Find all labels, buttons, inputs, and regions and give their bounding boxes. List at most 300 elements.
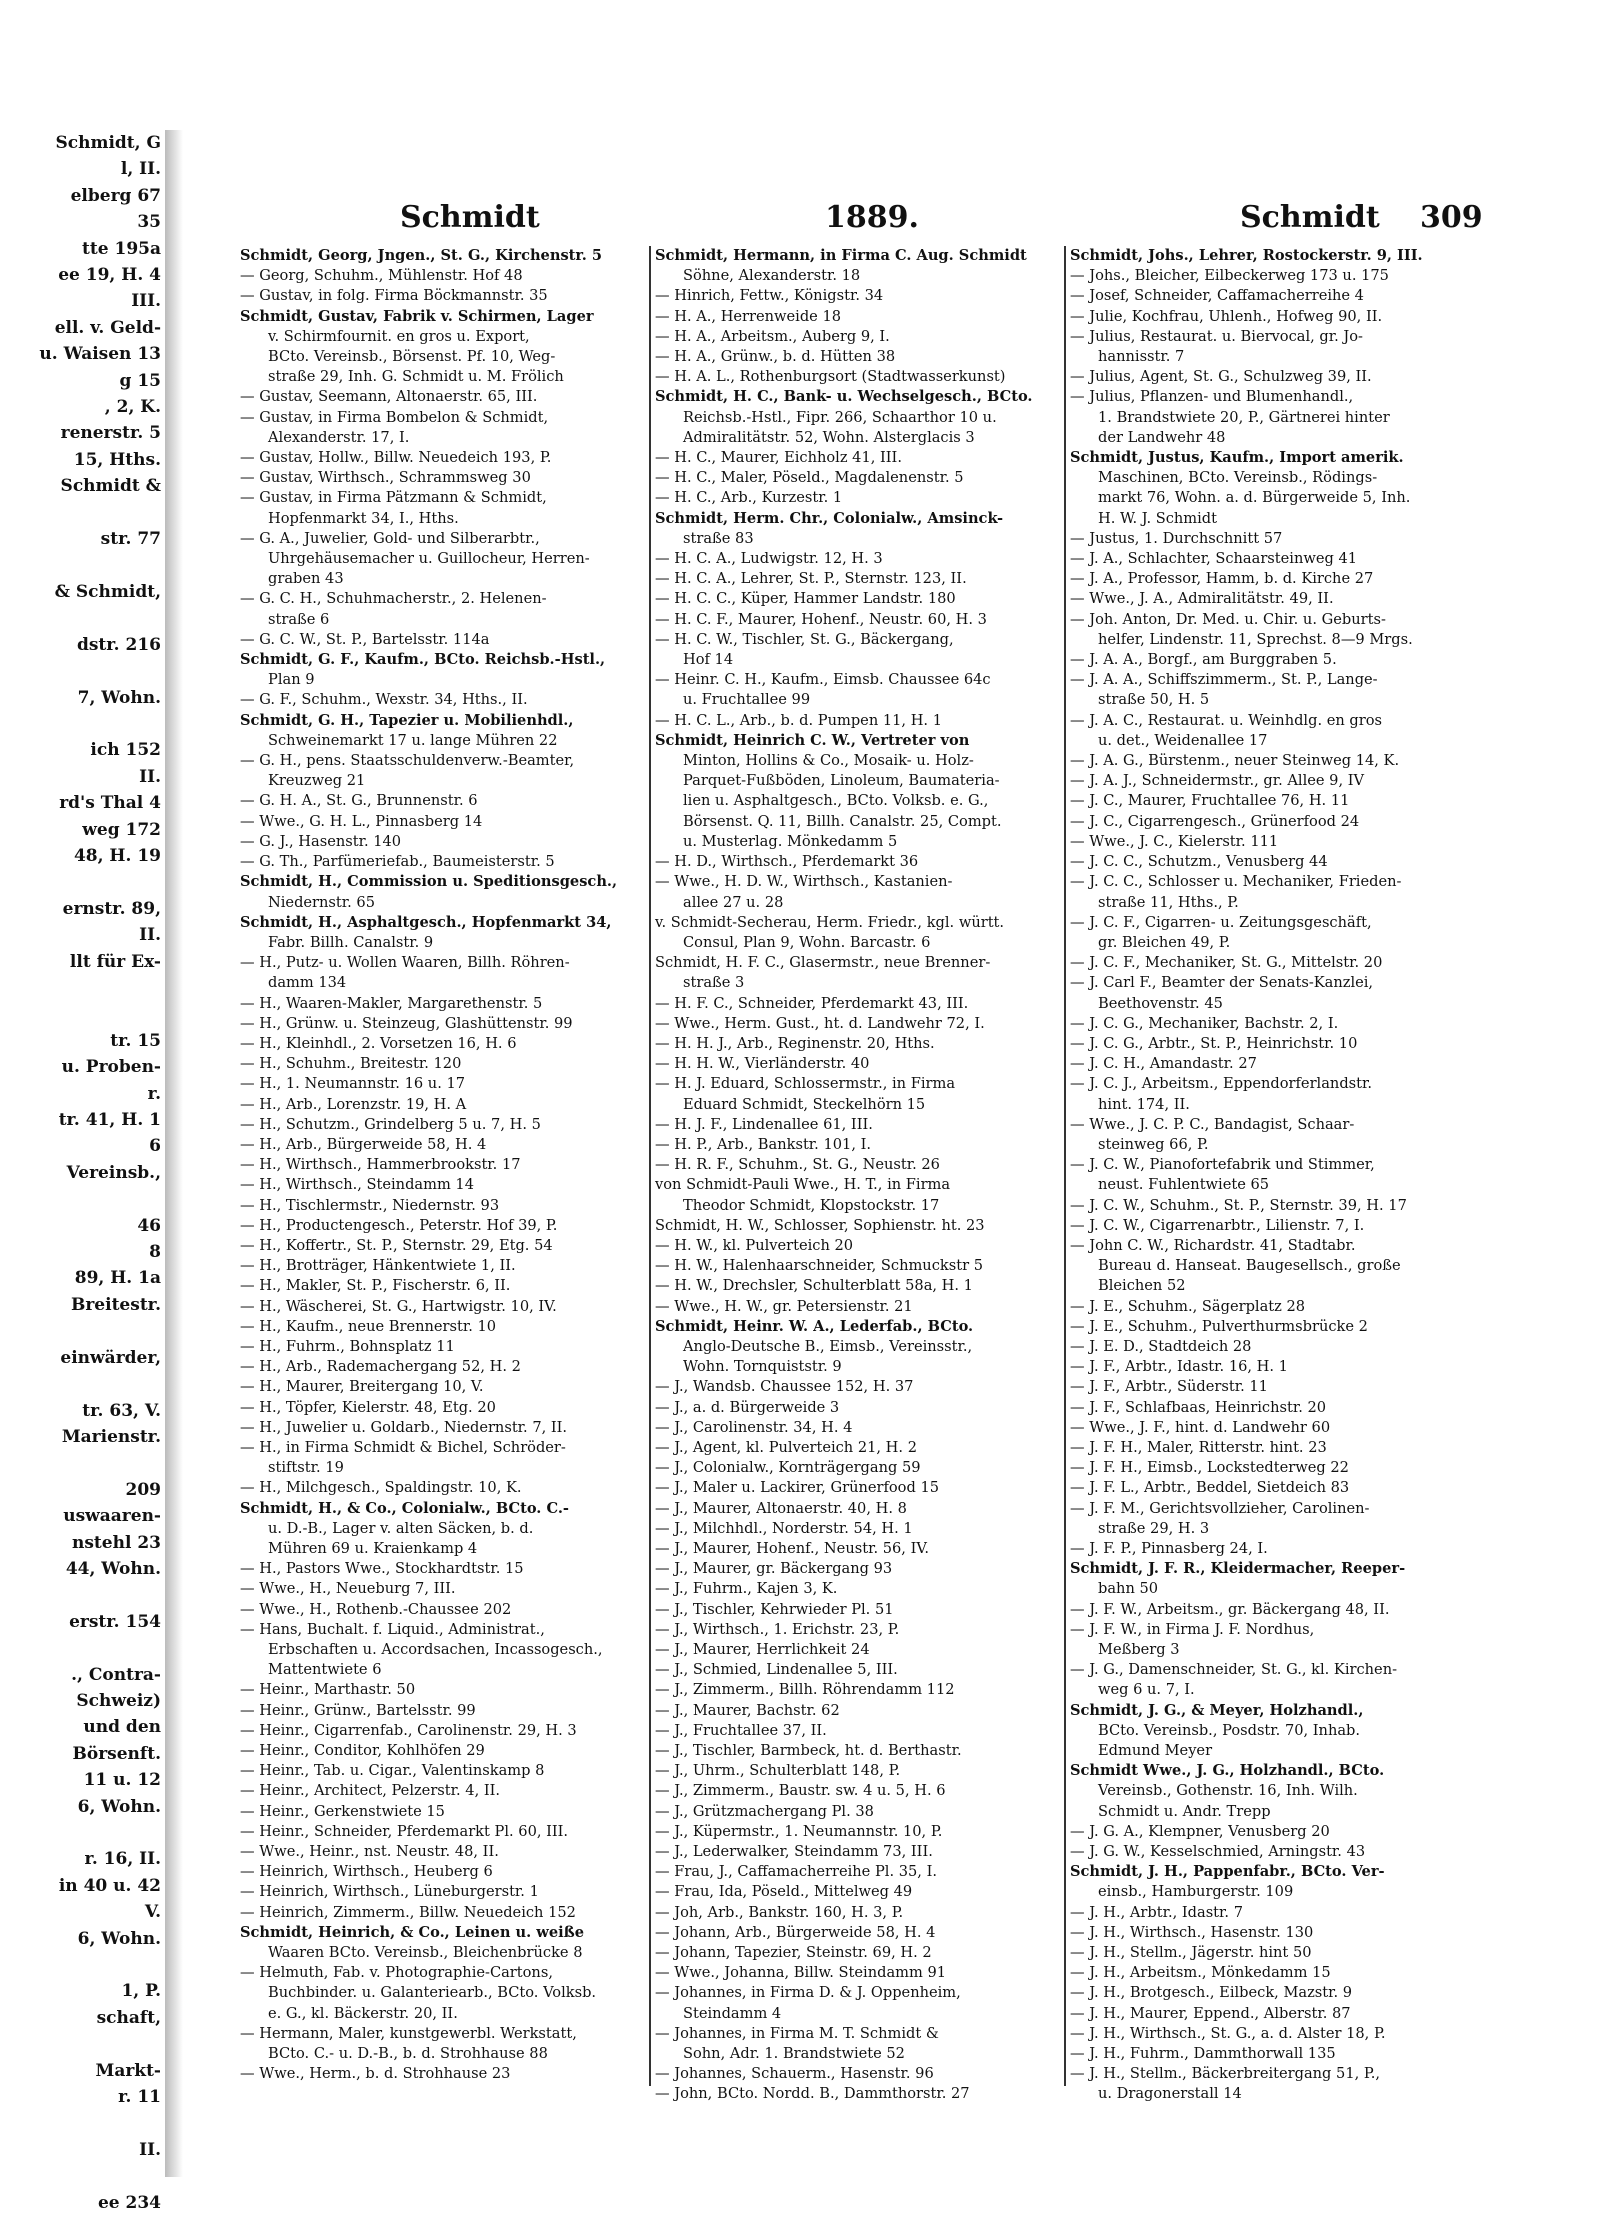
directory-entry: — Heinr., Architect, Pelzerstr. 4, II. <box>240 1782 501 1800</box>
left-fragment-line: llt für Ex- <box>69 951 161 972</box>
directory-entry: — Heinr., Gerkenstwiete 15 <box>240 1802 445 1820</box>
directory-entry: — J. G. A., Klempner, Venusberg 20 <box>1070 1822 1330 1840</box>
directory-entry: — John, BCto. Nordd. B., Dammthorstr. 27 <box>655 2085 970 2103</box>
directory-entry: v. Schirmfournit. en gros u. Export, <box>268 327 530 345</box>
directory-entry: — J. F. W., Arbeitsm., gr. Bäckergang 48, II. <box>1070 1600 1390 1618</box>
left-fragment-line <box>0 1820 165 1846</box>
directory-entry: — J. H., Wirthsch., Hasenstr. 130 <box>1070 1923 1314 1941</box>
left-fragment-line: ., Contra- <box>71 1664 161 1685</box>
directory-entry: Mühren 69 u. Kraienkamp 4 <box>268 1540 478 1557</box>
directory-entry: — Gustav, in Firma Pätzmann & Schmidt, <box>240 489 547 507</box>
column-rule <box>649 246 651 2086</box>
directory-entry: — H., Fuhrm., Bohnsplatz 11 <box>240 1337 455 1355</box>
left-fragment-line: & Schmidt, <box>54 581 161 602</box>
directory-entry: Schmidt, Hermann, in Firma C. Aug. Schmidt <box>655 247 1027 264</box>
directory-entry: — J. H., Brotgesch., Eilbeck, Mazstr. 9 <box>1070 1984 1353 2002</box>
directory-entry: Eduard Schmidt, Steckelhörn 15 <box>683 1095 926 1113</box>
directory-entry: — H. C. W., Tischler, St. G., Bäckergang, <box>655 630 954 648</box>
left-fragment-line <box>0 2031 165 2057</box>
directory-entry: — J., Colonialw., Kornträgergang 59 <box>655 1459 921 1477</box>
directory-entry: Schmidt, H., Asphaltgesch., Hopfenmarkt 34, <box>240 913 612 931</box>
running-head-year: 1889. <box>825 200 919 235</box>
left-fragment-line <box>0 658 165 684</box>
directory-entry: — Wwe., Herm., b. d. Strohhause 23 <box>240 2065 511 2083</box>
directory-entry: — Wwe., H. W., gr. Petersienstr. 21 <box>655 1297 913 1315</box>
directory-entry: — J. C. C., Schlosser u. Mechaniker, Frieden- <box>1070 873 1402 891</box>
directory-entry: — G. H. A., St. G., Brunnenstr. 6 <box>240 792 478 810</box>
left-fragment-line: V. <box>144 1902 161 1923</box>
directory-entry: u. Musterlag. Mönkedamm 5 <box>683 832 898 850</box>
directory-entry: — Wwe., H., Neueburg 7, III. <box>240 1580 456 1598</box>
left-fragment-line <box>0 1371 165 1397</box>
directory-entry: — Heinr., Grünw., Bartelsstr. 99 <box>240 1701 476 1719</box>
directory-entry: — G. Th., Parfümeriefab., Baumeisterstr. 5 <box>240 853 555 871</box>
directory-entry: Plan 9 <box>268 671 315 689</box>
directory-entry: — J. F. W., in Firma J. F. Nordhus, <box>1070 1620 1315 1638</box>
directory-entry: straße 6 <box>268 610 330 628</box>
directory-entry: der Landwehr 48 <box>1098 428 1226 446</box>
directory-entry: — J., Maurer, gr. Bäckergang 93 <box>655 1560 893 1578</box>
directory-entry: — H. H. W., Vierländerstr. 40 <box>655 1055 870 1073</box>
directory-entry: BCto. C.- u. D.-B., b. d. Strohhause 88 <box>268 2045 548 2063</box>
directory-entry: — J. H., Arbtr., Idastr. 7 <box>1070 1903 1243 1921</box>
directory-entry: straße 29, H. 3 <box>1098 1519 1210 1537</box>
directory-entry: — J. E. D., Stadtdeich 28 <box>1070 1337 1252 1355</box>
left-fragment-line: 44, Wohn. <box>65 1558 161 1579</box>
directory-entry: — J. C. W., Schuhm., St. P., Sternstr. 39, H. 17 <box>1070 1196 1407 1214</box>
directory-entry: Uhrgehäusemacher u. Guillocheur, Herren- <box>268 550 590 568</box>
directory-entry: markt 76, Wohn. a. d. Bürgerweide 5, Inh. <box>1098 489 1411 507</box>
left-fragment-line: l, II. <box>120 159 161 180</box>
directory-entry: — Heinrich, Wirthsch., Heuberg 6 <box>240 1863 493 1881</box>
directory-entry: — H., Wirthsch., Steindamm 14 <box>240 1176 474 1194</box>
directory-entry: — H., Waaren-Makler, Margarethenstr. 5 <box>240 994 543 1012</box>
left-fragment-line: 11 u. 12 <box>83 1770 161 1791</box>
directory-entry: — J. C. G., Mechaniker, Bachstr. 2, I. <box>1070 1014 1339 1032</box>
left-fragment-line: Schmidt & <box>60 476 161 497</box>
column-2 <box>655 246 1060 2103</box>
left-fragment-line: ee 19, H. 4 <box>58 265 161 286</box>
directory-entry: — Johann, Arb., Bürgerweide 58, H. 4 <box>655 1923 936 1941</box>
directory-entry: BCto. Vereinsb., Posdstr. 70, Inhab. <box>1098 1721 1361 1739</box>
column-1 <box>240 246 645 2086</box>
directory-entry: — Joh. Anton, Dr. Med. u. Chir. u. Geburts- <box>1070 610 1386 628</box>
directory-entry: Bureau d. Hanseat. Baugesellsch., große <box>1098 1257 1401 1275</box>
left-fragment-line <box>0 1952 165 1978</box>
directory-entry: — Wwe., J. C., Kielerstr. 111 <box>1070 832 1279 850</box>
left-fragment-line <box>0 553 165 579</box>
directory-entry: — H. C., Maler, Pöseld., Magdalenenstr. 5 <box>655 469 964 487</box>
directory-entry: Reichsb.-Hstl., Fipr. 266, Schaarthor 10 u. <box>683 408 997 426</box>
directory-entry: — Johannes, in Firma D. & J. Oppenheim, <box>655 1984 961 2002</box>
directory-entry: Schmidt Wwe., J. G., Holzhandl., BCto. <box>1070 1762 1385 1780</box>
directory-entry: — Johannes, Schauerm., Hasenstr. 96 <box>655 2065 934 2083</box>
directory-entry: Schmidt, G. F., Kaufm., BCto. Reichsb.-Hstl., <box>240 651 606 669</box>
left-fragment-line: und den <box>83 1717 161 1738</box>
left-fragment-line: dstr. 216 <box>76 634 161 655</box>
directory-entry: — G. J., Hasenstr. 140 <box>240 832 402 850</box>
directory-entry: Alexanderstr. 17, I. <box>268 428 410 446</box>
directory-entry: Hof 14 <box>683 651 734 669</box>
left-fragment-line: u. Waisen 13 <box>39 344 161 365</box>
directory-entry: Consul, Plan 9, Wohn. Barcastr. 6 <box>683 933 931 951</box>
left-fragment-line <box>0 1582 165 1608</box>
directory-entry: — J. F. H., Eimsb., Lockstedterweg 22 <box>1070 1459 1349 1477</box>
directory-entry: — J., Tischler, Barmbeck, ht. d. Berthastr. <box>655 1742 962 1760</box>
directory-entry: straße 3 <box>683 974 745 992</box>
directory-entry: von Schmidt-Pauli Wwe., H. T., in Firma <box>655 1176 951 1194</box>
left-fragment-line: 6, Wohn. <box>77 1928 161 1949</box>
directory-entry: Meßberg 3 <box>1098 1641 1180 1659</box>
directory-entry: — J., Grützmachergang Pl. 38 <box>655 1802 874 1820</box>
directory-entry: helfer, Lindenstr. 11, Sprechst. 8—9 Mrgs. <box>1098 630 1413 648</box>
directory-entry: — J., Uhrm., Schulterblatt 148, P. <box>655 1762 901 1780</box>
directory-entry: — Johannes, in Firma M. T. Schmidt & <box>655 2024 939 2042</box>
directory-entry: — J. C. C., Schutzm., Venusberg 44 <box>1070 853 1328 871</box>
directory-entry: — H., Schuhm., Breitestr. 120 <box>240 1055 462 1073</box>
directory-entry: — J. A., Schlachter, Schaarsteinweg 41 <box>1070 550 1358 568</box>
directory-entry: — Heinr., Marthastr. 50 <box>240 1681 416 1699</box>
directory-entry: — J. A. A., Borgf., am Burggraben 5. <box>1070 651 1337 669</box>
directory-entry: Buchbinder. u. Galanteriearb., BCto. Volksb. <box>268 1984 597 2002</box>
directory-entry: Anglo-Deutsche B., Eimsb., Vereinsstr., <box>683 1337 973 1355</box>
directory-columns <box>240 246 1470 2103</box>
left-fragment-line: 209 <box>125 1479 161 1500</box>
directory-entry: straße 29, Inh. G. Schmidt u. M. Frölich <box>268 368 564 386</box>
directory-entry: damm 134 <box>268 974 347 992</box>
directory-entry: — J. F., Arbtr., Idastr. 16, H. 1 <box>1070 1358 1288 1376</box>
left-fragment-line <box>0 975 165 1001</box>
left-fragment-line: tr. 41, H. 1 <box>58 1110 161 1131</box>
directory-entry: — H., Kleinhdl., 2. Vorsetzen 16, H. 6 <box>240 1034 517 1052</box>
page-number: 309 <box>1420 200 1483 235</box>
directory-entry: — J. F., Schlafbaas, Heinrichstr. 20 <box>1070 1398 1327 1416</box>
directory-entry: — J. F. P., Pinnasberg 24, I. <box>1070 1540 1268 1557</box>
directory-entry: — J., Fuhrm., Kajen 3, K. <box>655 1580 838 1598</box>
directory-entry: — Hinrich, Fettw., Königstr. 34 <box>655 287 884 305</box>
directory-entry: — H., in Firma Schmidt & Bichel, Schröder- <box>240 1438 566 1456</box>
directory-entry: — J. A. C., Restaurat. u. Weinhdlg. en gros <box>1070 711 1382 729</box>
left-fragment-line <box>0 2163 165 2189</box>
directory-entry: — Justus, 1. Durchschnitt 57 <box>1070 529 1283 547</box>
directory-entry: steinweg 66, P. <box>1098 1135 1209 1153</box>
left-fragment-line: r. <box>147 1083 161 1104</box>
book-gutter <box>165 130 183 2177</box>
directory-entry: — H., Arb., Bürgerweide 58, H. 4 <box>240 1135 487 1153</box>
directory-entry: Schmidt, H. W., Schlosser, Sophienstr. ht. 23 <box>655 1216 985 1234</box>
directory-entry: Söhne, Alexanderstr. 18 <box>683 267 861 285</box>
directory-entry: — Wwe., H. D. W., Wirthsch., Kastanien- <box>655 873 953 891</box>
directory-entry: e. G., kl. Bäckerstr. 20, II. <box>268 2004 458 2022</box>
left-fragment-line: Breitestr. <box>70 1294 161 1315</box>
left-fragment-line: 48, H. 19 <box>73 845 161 866</box>
left-fragment-line: 15, Hths. <box>73 449 161 470</box>
directory-entry: — H. A., Herrenweide 18 <box>655 307 842 325</box>
left-fragment-line: Marienstr. <box>61 1426 161 1447</box>
directory-entry: — H. R. F., Schuhm., St. G., Neustr. 26 <box>655 1156 940 1174</box>
directory-entry: Schmidt, Gustav, Fabrik v. Schirmen, Lager <box>240 307 594 325</box>
directory-entry: hannisstr. 7 <box>1098 348 1185 366</box>
directory-entry: — H. D., Wirthsch., Pferdemarkt 36 <box>655 853 919 871</box>
left-fragment-line: elberg 67 <box>70 185 161 206</box>
directory-entry: allee 27 u. 28 <box>683 893 784 911</box>
directory-entry: Mattentwiete 6 <box>268 1661 382 1679</box>
directory-entry: — J. C., Maurer, Fruchtallee 76, H. 11 <box>1070 792 1350 810</box>
directory-entry: — H. F. C., Schneider, Pferdemarkt 43, III. <box>655 994 969 1012</box>
directory-entry: — Heinr., Conditor, Kohlhöfen 29 <box>240 1742 485 1760</box>
directory-entry: Schmidt, Herm. Chr., Colonialw., Amsinck- <box>655 509 1004 527</box>
left-fragment-line: tr. 15 <box>110 1030 161 1051</box>
left-fragment-line: 7, Wohn. <box>77 687 161 708</box>
left-fragment-line: 46 <box>137 1215 161 1236</box>
left-fragment-line: ee 234 <box>97 2192 161 2213</box>
directory-entry: — Wwe., G. H. L., Pinnasberg 14 <box>240 812 483 830</box>
running-head-left: Schmidt <box>400 200 540 235</box>
directory-entry: — J. C. W., Cigarrenarbtr., Lilienstr. 7, I. <box>1070 1216 1365 1234</box>
directory-entry: — J. C. G., Arbtr., St. P., Heinrichstr. 10 <box>1070 1034 1358 1052</box>
left-fragment-line: u. Proben- <box>61 1057 161 1078</box>
directory-entry: Maschinen, BCto. Vereinsb., Rödings- <box>1098 469 1378 487</box>
left-fragment-line: nstehl 23 <box>72 1532 161 1553</box>
directory-entry: — H., Arb., Rademachergang 52, H. 2 <box>240 1358 521 1376</box>
directory-entry: Niedernstr. 65 <box>268 893 376 911</box>
directory-entry: — H., 1. Neumannstr. 16 u. 17 <box>240 1075 466 1093</box>
directory-entry: — H., Kaufm., neue Brennerstr. 10 <box>240 1317 497 1335</box>
directory-entry: — H. A., Grünw., b. d. Hütten 38 <box>655 348 896 366</box>
directory-entry: BCto. Vereinsb., Börsenst. Pf. 10, Weg- <box>268 348 556 366</box>
directory-entry: Schmidt, H., Commission u. Speditionsgesch., <box>240 873 618 891</box>
left-fragment-line <box>0 1635 165 1661</box>
directory-entry: — Wwe., J. C. P. C., Bandagist, Schaar- <box>1070 1115 1355 1133</box>
directory-entry: Parquet-Fußböden, Linoleum, Baumateria- <box>683 772 1000 790</box>
left-fragment-line: II. <box>139 766 161 787</box>
left-fragment-line: 35 <box>137 212 161 233</box>
directory-entry: — J. H., Maurer, Eppend., Alberstr. 87 <box>1070 2004 1351 2022</box>
directory-entry: — H. W., Drechsler, Schulterblatt 58a, H. 1 <box>655 1277 973 1295</box>
directory-entry: straße 11, Hths., P. <box>1098 893 1239 911</box>
left-fragment-line: weg 172 <box>82 819 161 840</box>
directory-entry: — G. C. H., Schuhmacherstr., 2. Helenen- <box>240 590 547 608</box>
directory-entry: — J. C. H., Amandastr. 27 <box>1070 1055 1257 1073</box>
directory-entry: — Julius, Restaurat. u. Biervocal, gr. Jo- <box>1070 327 1363 345</box>
directory-entry: stiftstr. 19 <box>268 1459 344 1477</box>
directory-entry: u. det., Weidenallee 17 <box>1098 731 1268 749</box>
directory-entry: Minton, Hollins & Co., Mosaik- u. Holz- <box>683 752 974 770</box>
directory-entry: — J. C., Cigarrengesch., Grünerfood 24 <box>1070 812 1360 830</box>
directory-entry: — H., Pastors Wwe., Stockhardtstr. 15 <box>240 1560 524 1578</box>
directory-entry: Edmund Meyer <box>1098 1742 1213 1760</box>
directory-entry: bahn 50 <box>1098 1580 1159 1598</box>
directory-entry: Fabr. Billh. Canalstr. 9 <box>268 933 434 951</box>
directory-entry: — Wwe., Herm. Gust., ht. d. Landwehr 72, I. <box>655 1014 985 1032</box>
directory-entry: Schmidt, Johs., Lehrer, Rostockerstr. 9, III. <box>1070 247 1423 264</box>
directory-entry: — H., Schutzm., Grindelberg 5 u. 7, H. 5 <box>240 1115 541 1133</box>
directory-entry: — H., Maurer, Breitergang 10, V. <box>240 1378 484 1396</box>
directory-entry: — Gustav, in folg. Firma Böckmannstr. 35 <box>240 287 548 305</box>
directory-entry: — Helmuth, Fab. v. Photographie-Cartons, <box>240 1964 553 1982</box>
directory-entry: — J., Tischler, Kehrwieder Pl. 51 <box>655 1600 894 1618</box>
directory-entry: Admiralitätstr. 52, Wohn. Alsterglacis 3 <box>683 428 975 446</box>
page-header <box>240 200 1483 246</box>
directory-entry: — Wwe., Johanna, Billw. Steindamm 91 <box>655 1964 947 1982</box>
directory-entry: v. Schmidt-Secherau, Herm. Friedr., kgl. württ. <box>655 913 1005 931</box>
directory-entry: Schweinemarkt 17 u. lange Mühren 22 <box>268 731 558 749</box>
left-fragment-line: 89, H. 1a <box>74 1268 161 1289</box>
directory-entry: — J., Wirthsch., 1. Erichstr. 23, P. <box>655 1620 900 1638</box>
directory-entry: 1. Brandstwiete 20, P., Gärtnerei hinter <box>1098 408 1390 426</box>
directory-entry: — J. H., Arbeitsm., Mönkedamm 15 <box>1070 1964 1331 1982</box>
directory-entry: — Hermann, Maler, kunstgewerbl. Werkstatt, <box>240 2024 577 2042</box>
left-fragment-line: III. <box>131 291 161 312</box>
directory-entry: Waaren BCto. Vereinsb., Bleichenbrücke 8 <box>268 1944 583 1962</box>
directory-entry: — H., Makler, St. P., Fischerstr. 6, II. <box>240 1277 511 1295</box>
directory-entry: — J., Milchhdl., Norderstr. 54, H. 1 <box>655 1519 913 1537</box>
directory-entry: — Julie, Kochfrau, Uhlenh., Hofweg 90, II. <box>1070 307 1383 325</box>
directory-entry: — H. W., Halenhaarschneider, Schmuckstr 5 <box>655 1257 983 1275</box>
directory-entry: u. D.-B., Lager v. alten Säcken, b. d. <box>268 1519 534 1537</box>
left-fragment-line <box>0 1450 165 1476</box>
directory-entry: — J., Agent, kl. Pulverteich 21, H. 2 <box>655 1438 917 1456</box>
directory-entry: Vereinsb., Gothenstr. 16, Inh. Wilh. <box>1098 1782 1358 1800</box>
directory-entry: — J., Wandsb. Chaussee 152, H. 37 <box>655 1378 914 1396</box>
left-fragment-line: , 2, K. <box>104 397 161 418</box>
directory-entry: Schmidt u. Andr. Trepp <box>1098 1802 1271 1820</box>
directory-entry: — J. E., Schuhm., Sägerplatz 28 <box>1070 1297 1306 1315</box>
directory-entry: — H., Juwelier u. Goldarb., Niedernstr. 7, II. <box>240 1418 568 1436</box>
directory-entry: — J. H., Fuhrm., Dammthorwall 135 <box>1070 2045 1336 2063</box>
directory-entry: — Frau, Ida, Pöseld., Mittelweg 49 <box>655 1883 913 1901</box>
directory-entry: Schmidt, Heinrich C. W., Vertreter von <box>655 731 970 749</box>
directory-entry: Börsenst. Q. 11, Billh. Canalstr. 25, Compt. <box>683 812 1002 830</box>
directory-entry: — Frau, J., Caffamacherreihe Pl. 35, I. <box>655 1863 937 1881</box>
directory-entry: Theodor Schmidt, Klopstockstr. 17 <box>683 1196 940 1214</box>
directory-entry: — H., Milchgesch., Spaldingstr. 10, K. <box>240 1479 522 1497</box>
directory-entry: — H. A., Arbeitsm., Auberg 9, I. <box>655 327 890 345</box>
directory-entry: — J. H., Stellm., Bäckerbreitergang 51, P., <box>1070 2065 1381 2083</box>
directory-entry: Hopfenmarkt 34, I., Hths. <box>268 509 459 527</box>
directory-entry: — Heinr. C. H., Kaufm., Eimsb. Chaussee 64c <box>655 671 991 689</box>
directory-entry: — J. C. J., Arbeitsm., Eppendorferlandstr. <box>1070 1075 1373 1093</box>
directory-entry: — J. A. G., Bürstenm., neuer Steinweg 14, K. <box>1070 752 1400 770</box>
directory-entry: — H., Arb., Lorenzstr. 19, H. A <box>240 1095 467 1113</box>
directory-entry: Erbschaften u. Accordsachen, Incassogesch., <box>268 1641 603 1659</box>
left-fragment-line: tte 195a <box>82 238 161 259</box>
directory-entry: — J. C. W., Pianofortefabrik und Stimmer, <box>1070 1156 1375 1174</box>
directory-entry: — Heinr., Schneider, Pferdemarkt Pl. 60, III. <box>240 1822 569 1840</box>
directory-entry: — Heinr., Tab. u. Cigar., Valentinskamp 8 <box>240 1762 545 1780</box>
directory-entry: — J., Fruchtallee 37, II. <box>655 1721 827 1739</box>
directory-entry: — J. G., Damenschneider, St. G., kl. Kirchen- <box>1070 1661 1398 1679</box>
directory-entry: — H., Töpfer, Kielerstr. 48, Etg. 20 <box>240 1398 496 1416</box>
directory-entry: graben 43 <box>268 570 344 588</box>
directory-entry: — J., Schmied, Lindenallee 5, III. <box>655 1661 898 1679</box>
directory-entry: Beethovenstr. 45 <box>1098 994 1223 1012</box>
directory-entry: lien u. Asphaltgesch., BCto. Volksb. e. G., <box>683 792 989 810</box>
directory-entry: Schmidt, H., & Co., Colonialw., BCto. C.- <box>240 1499 569 1517</box>
directory-entry: u. Dragonerstall 14 <box>1098 2085 1242 2103</box>
directory-entry: — H., Wirthsch., Hammerbrookstr. 17 <box>240 1156 521 1174</box>
left-fragment-line <box>0 869 165 895</box>
directory-entry: Wohn. Tornquiststr. 9 <box>683 1358 842 1376</box>
directory-entry: Schmidt, H. C., Bank- u. Wechselgesch., BCto. <box>655 388 1033 406</box>
directory-entry: weg 6 u. 7, I. <box>1098 1681 1195 1699</box>
directory-entry: — Gustav, Seemann, Altonaerstr. 65, III. <box>240 388 538 406</box>
directory-entry: H. W. J. Schmidt <box>1098 509 1218 527</box>
directory-entry: — Wwe., Heinr., nst. Neustr. 48, II. <box>240 1843 499 1861</box>
left-fragment-line: ich 152 <box>90 740 161 761</box>
directory-entry: — J. H., Wirthsch., St. G., a. d. Alster 18, P. <box>1070 2024 1386 2042</box>
directory-entry: — H. P., Arb., Bankstr. 101, I. <box>655 1135 871 1153</box>
directory-entry: — J. F. L., Arbtr., Beddel, Sietdeich 83 <box>1070 1479 1350 1497</box>
directory-page <box>240 200 1483 2103</box>
directory-entry: — H., Brotträger, Hänkentwiete 1, II. <box>240 1257 516 1275</box>
directory-entry: — H. C. A., Lehrer, St. P., Sternstr. 123, II. <box>655 570 967 588</box>
left-fragment-line: rd's Thal 4 <box>59 793 161 814</box>
directory-entry: — J. A. J., Schneidermstr., gr. Allee 9, IV <box>1070 772 1365 790</box>
directory-entry: — J. H., Stellm., Jägerstr. hint 50 <box>1070 1944 1312 1962</box>
column-3 <box>1070 246 1470 2103</box>
directory-entry: — J., Zimmerm., Baustr. sw. 4 u. 5, H. 6 <box>655 1782 946 1800</box>
left-fragment-line: II. <box>139 925 161 946</box>
directory-entry: Sohn, Adr. 1. Brandstwiete 52 <box>683 2045 905 2063</box>
directory-entry: — John C. W., Richardstr. 41, Stadtabr. <box>1070 1236 1356 1254</box>
directory-entry: — H. A. L., Rothenburgsort (Stadtwasserkunst) <box>655 368 1006 386</box>
left-fragment-line <box>0 605 165 631</box>
directory-entry: — Johs., Bleicher, Eilbeckerweg 173 u. 175 <box>1070 267 1389 285</box>
directory-entry: — J., Küpermstr., 1. Neumannstr. 10, P. <box>655 1822 943 1840</box>
directory-entry: Schmidt, J. G., & Meyer, Holzhandl., <box>1070 1701 1364 1719</box>
left-fragment-line: ernstr. 89, <box>62 898 161 919</box>
directory-entry: — G. C. W., St. P., Bartelsstr. 114a <box>240 630 490 648</box>
directory-entry: — H. C., Maurer, Eichholz 41, III. <box>655 449 902 467</box>
directory-entry: — J., a. d. Bürgerweide 3 <box>655 1398 840 1416</box>
directory-entry: — Gustav, Wirthsch., Schrammsweg 30 <box>240 469 531 487</box>
directory-entry: — H. C. F., Maurer, Hohenf., Neustr. 60, H. 3 <box>655 610 987 628</box>
directory-entry: — H. W., kl. Pulverteich 20 <box>655 1236 854 1254</box>
directory-entry: Schmidt, Georg, Jngen., St. G., Kirchenstr. 5 <box>240 247 603 264</box>
directory-entry: Kreuzweg 21 <box>268 772 366 790</box>
directory-entry: — J. F. M., Gerichtsvollzieher, Carolinen- <box>1070 1499 1370 1517</box>
left-fragment-line <box>0 1186 165 1212</box>
directory-entry: — Julius, Pflanzen- und Blumenhandl., <box>1070 388 1354 406</box>
directory-entry: — G. F., Schuhm., Wexstr. 34, Hths., II. <box>240 691 528 709</box>
directory-entry: — Hans, Buchalt. f. Liquid., Administrat., <box>240 1620 545 1638</box>
left-fragment-line: renerstr. 5 <box>60 423 161 444</box>
left-page-fragment <box>0 130 168 2213</box>
left-fragment-line <box>0 1318 165 1344</box>
directory-entry: — Georg, Schuhm., Mühlenstr. Hof 48 <box>240 267 523 285</box>
left-fragment-line: uswaaren- <box>63 1506 161 1527</box>
directory-entry: — G. A., Juwelier, Gold- und Silberarbtr., <box>240 529 540 547</box>
directory-entry: — H. C. C., Küper, Hammer Landstr. 180 <box>655 590 956 608</box>
left-fragment-line: schaft, <box>96 2007 161 2028</box>
left-fragment-line: Börsenft. <box>72 1743 161 1764</box>
left-fragment-line: 8 <box>149 1242 161 1263</box>
left-fragment-line <box>0 711 165 737</box>
directory-entry: Schmidt, Justus, Kaufm., Import amerik. <box>1070 449 1404 467</box>
directory-entry: einsb., Hamburgerstr. 109 <box>1098 1883 1294 1901</box>
directory-entry: — J. A. A., Schiffszimmerm., St. P., Lange- <box>1070 671 1378 689</box>
left-fragment-line: ell. v. Geld- <box>54 317 161 338</box>
directory-entry: Schmidt, J. H., Pappenfabr., BCto. Ver- <box>1070 1863 1385 1881</box>
directory-entry: — Heinr., Cigarrenfab., Carolinenstr. 29, H. 3 <box>240 1721 577 1739</box>
directory-entry: — Wwe., J. A., Admiralitätstr. 49, II. <box>1070 590 1334 608</box>
left-fragment-line: tr. 63, V. <box>82 1400 161 1421</box>
directory-entry: — H., Productengesch., Peterstr. Hof 39, P. <box>240 1216 558 1234</box>
directory-entry: Bleichen 52 <box>1098 1277 1186 1295</box>
directory-entry: — H., Koffertr., St. P., Sternstr. 29, Etg. 54 <box>240 1236 553 1254</box>
directory-entry: straße 83 <box>683 529 754 547</box>
